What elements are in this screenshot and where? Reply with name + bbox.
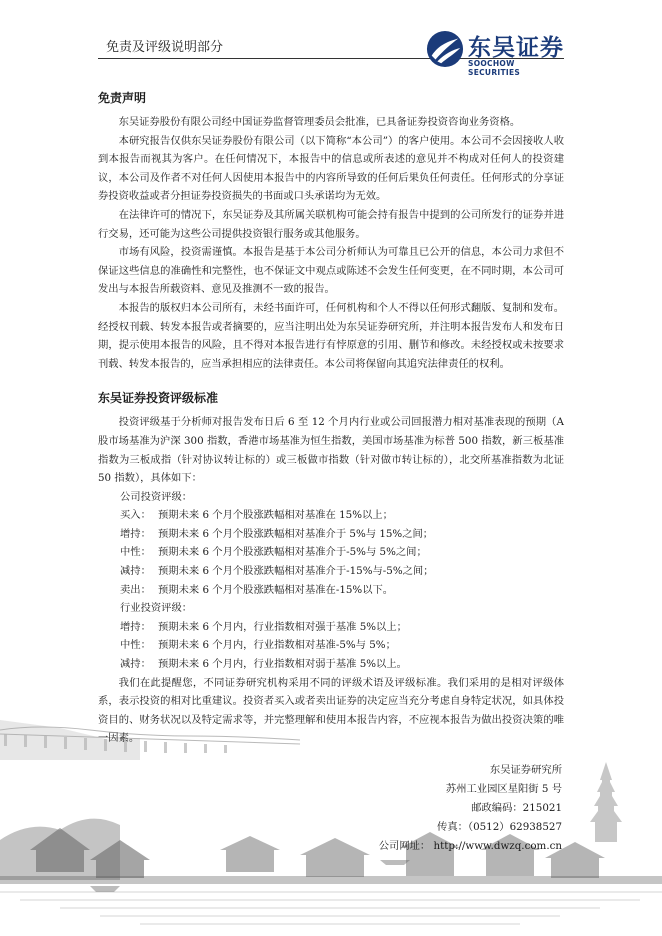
contact-block bbox=[379, 761, 562, 856]
disclaimer-paragraph-1: 东吴证券股份有限公司经中国证券监督管理委员会批准，已具备证券投资咨询业务资格。 bbox=[118, 116, 521, 128]
industry-rating-heading: 行业投资评级： bbox=[120, 602, 193, 615]
rating-text: 预期未来 6 个月个股涨跌幅相对基准介于-5%与 5%之间； bbox=[158, 546, 427, 559]
rating-text: 预期未来 6 个月内，行业指数相对弱于基准 5%以上。 bbox=[158, 658, 407, 671]
rating-label: 中性： bbox=[120, 639, 151, 652]
company-rating-buy bbox=[98, 506, 564, 525]
main-content bbox=[98, 90, 564, 748]
industry-rating-underweight bbox=[98, 655, 564, 674]
contact-address: 苏州工业园区星阳街 5 号 bbox=[445, 783, 562, 795]
rating-label: 中性： bbox=[120, 546, 151, 559]
rating-label: 卖出： bbox=[120, 583, 151, 596]
contact-org: 东吴证券研究所 bbox=[489, 764, 562, 776]
company-rating-underweight bbox=[98, 562, 564, 581]
contact-website: 公司网址： http://www.dwzq.com.cn bbox=[378, 840, 562, 852]
company-rating-heading: 公司投资评级： bbox=[120, 490, 193, 503]
rating-text: 预期未来 6 个月内，行业指数相对基准-5%与 5%； bbox=[158, 639, 396, 652]
logo-text-cn: 东吴证券 bbox=[468, 35, 564, 61]
company-rating-sell bbox=[98, 581, 564, 600]
rating-text: 预期未来 6 个月个股涨跌幅相对基准介于 5%与 15%之间； bbox=[158, 527, 434, 540]
rating-label: 减持： bbox=[120, 658, 151, 671]
company-rating-overweight bbox=[98, 525, 564, 544]
rating-title: 东吴证券投资评级标准 bbox=[98, 391, 219, 406]
rating-label: 买入： bbox=[120, 509, 151, 522]
rating-text: 预期未来 6 个月个股涨跌幅相对基准在 15%以上； bbox=[158, 509, 393, 522]
disclaimer-paragraph-3: 在法律许可的情况下，东吴证券及其所属关联机构可能会持有报告中提到的公司所发行的证券并进行交易，还可能为这些公司提供投资银行服务或其他服务。 bbox=[98, 208, 564, 240]
rating-text: 预期未来 6 个月内，行业指数相对强于基准 5%以上； bbox=[158, 620, 407, 633]
rating-closing: 我们在此提醒您，不同证券研究机构采用不同的评级术语及评级标准。我们采用的是相对评级体系，表示投资的相对比重建议。投资者买入或者卖出证券的决定应当充分考虑自身特定状况，如具体投资目的、财务状况以及特定需求等，并完整理解和使用本报告内容，不应视本报告为做出投资决策的唯一因素。 bbox=[98, 676, 564, 745]
company-logo bbox=[426, 28, 568, 77]
industry-rating-neutral bbox=[98, 636, 564, 655]
company-rating-neutral bbox=[98, 543, 564, 562]
contact-fax: 传真：（0512）62938527 bbox=[437, 821, 562, 833]
rating-text: 预期未来 6 个月个股涨跌幅相对基准在-15%以下。 bbox=[158, 583, 394, 596]
header-title: 免责及评级说明部分 bbox=[106, 40, 224, 55]
rating-intro: 投资评级基于分析师对报告发布日后 6 至 12 个月内行业或公司回报潜力相对基准表现的预期（A 股市场基准为沪深 300 指数，香港市场基准为恒生指数，美国市场基准为标普 500 指数，新三板基准指数为三板成指（针对协议转让标的）或三板做市指数（针对做市转让标的），北交所基准指数为北证 50 指数），具体如下： bbox=[98, 416, 564, 485]
disclaimer-paragraph-2: 本研究报告仅供东吴证券股份有限公司（以下简称“本公司”）的客户使用。本公司不会因接收人收到本报告而视其为客户。在任何情况下，本报告中的信息或所表述的意见并不构成对任何人的投资建议，本公司及作者不对任何人因使用本报告中的内容所导致的任何后果负任何责任。任何形式的分享证券投资收益或者分担证券投资损失的书面或口头承诺均为无效。 bbox=[98, 134, 564, 203]
disclaimer-paragraph-5: 本报告的版权归本公司所有，未经书面许可，任何机构和个人不得以任何形式翻版、复制和发布。经授权刊载、转发本报告或者摘要的，应当注明出处为东吴证券研究所，并注明本报告发布人和发布日期，提示使用本报告的风险，且不得对本报告进行有悖原意的引用、删节和修改。未经授权或未按要求刊载、转发本报告的，应当承担相应的法律责任。本公司将保留向其追究法律责任的权利。 bbox=[98, 301, 564, 370]
rating-label: 增持： bbox=[120, 527, 151, 540]
rating-label: 减持： bbox=[120, 565, 151, 578]
disclaimer-title: 免责声明 bbox=[98, 91, 147, 105]
rating-text: 预期未来 6 个月个股涨跌幅相对基准介于-15%与-5%之间； bbox=[158, 565, 434, 578]
disclaimer-paragraph-4: 市场有风险，投资需谨慎。本报告是基于本公司分析师认为可靠且已公开的信息，本公司力求但不保证这些信息的准确性和完整性，也不保证文中观点或陈述不会发生任何变更，在不同时期，本公司可发出与本报告所载资料、意见及推测不一致的报告。 bbox=[98, 246, 564, 296]
rating-label: 增持： bbox=[120, 620, 151, 633]
logo-text-en: SOOCHOW SECURITIES bbox=[468, 59, 521, 77]
contact-postcode: 邮政编码：215021 bbox=[471, 802, 562, 814]
soochow-logo-icon bbox=[426, 30, 464, 68]
industry-rating-overweight bbox=[98, 618, 564, 637]
